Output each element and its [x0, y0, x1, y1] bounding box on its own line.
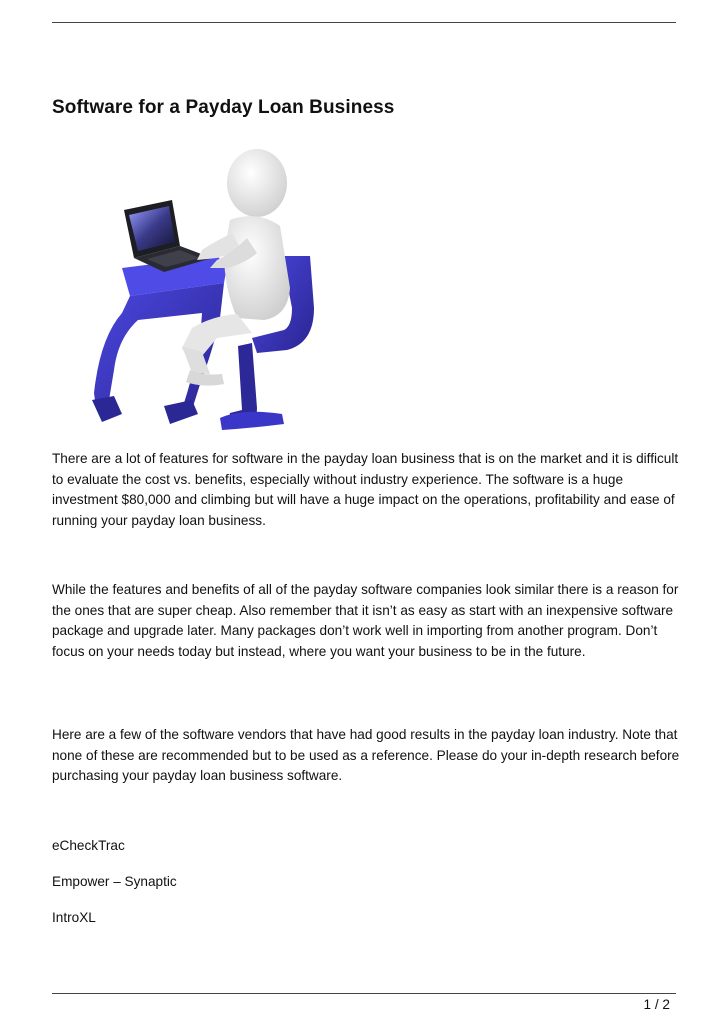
paragraph-features: While the features and benefits of all of the payday software companies look similar there is a reason for the ones that are super cheap. Also remember that it isn’t as easy as start with an inexpensive software package and upgrade later. Many packages don’t work well in importing from another program. Don’t focus on your needs today but instead, where you want your business to be in the future. — [52, 582, 679, 659]
vendor-item: IntroXL — [52, 910, 96, 925]
footer-rule — [52, 993, 676, 994]
vendor-item: eCheckTrac — [52, 838, 125, 853]
header-rule — [52, 22, 676, 23]
page-number: 1 / 2 — [643, 997, 670, 1012]
page-title: Software for a Payday Loan Business — [52, 97, 395, 118]
vendor-item: Empower – Synaptic — [52, 874, 177, 889]
paragraph-vendors-intro: Here are a few of the software vendors that have had good results in the payday loan industry. Note that none of these are recommended but to be used as a reference. Please do your in-depth research before purchasing your payday loan business software. — [52, 727, 680, 783]
figure-at-laptop-desk-icon — [52, 138, 347, 433]
paragraph-intro: There are a lot of features for software in the payday loan business that is on the market and it is difficult to evaluate the cost vs. benefits, especially without industry experience. The software is a huge investment $80,000 and climbing but will have a huge impact on the operations, profitability and ease of running your payday loan business. — [52, 451, 679, 528]
